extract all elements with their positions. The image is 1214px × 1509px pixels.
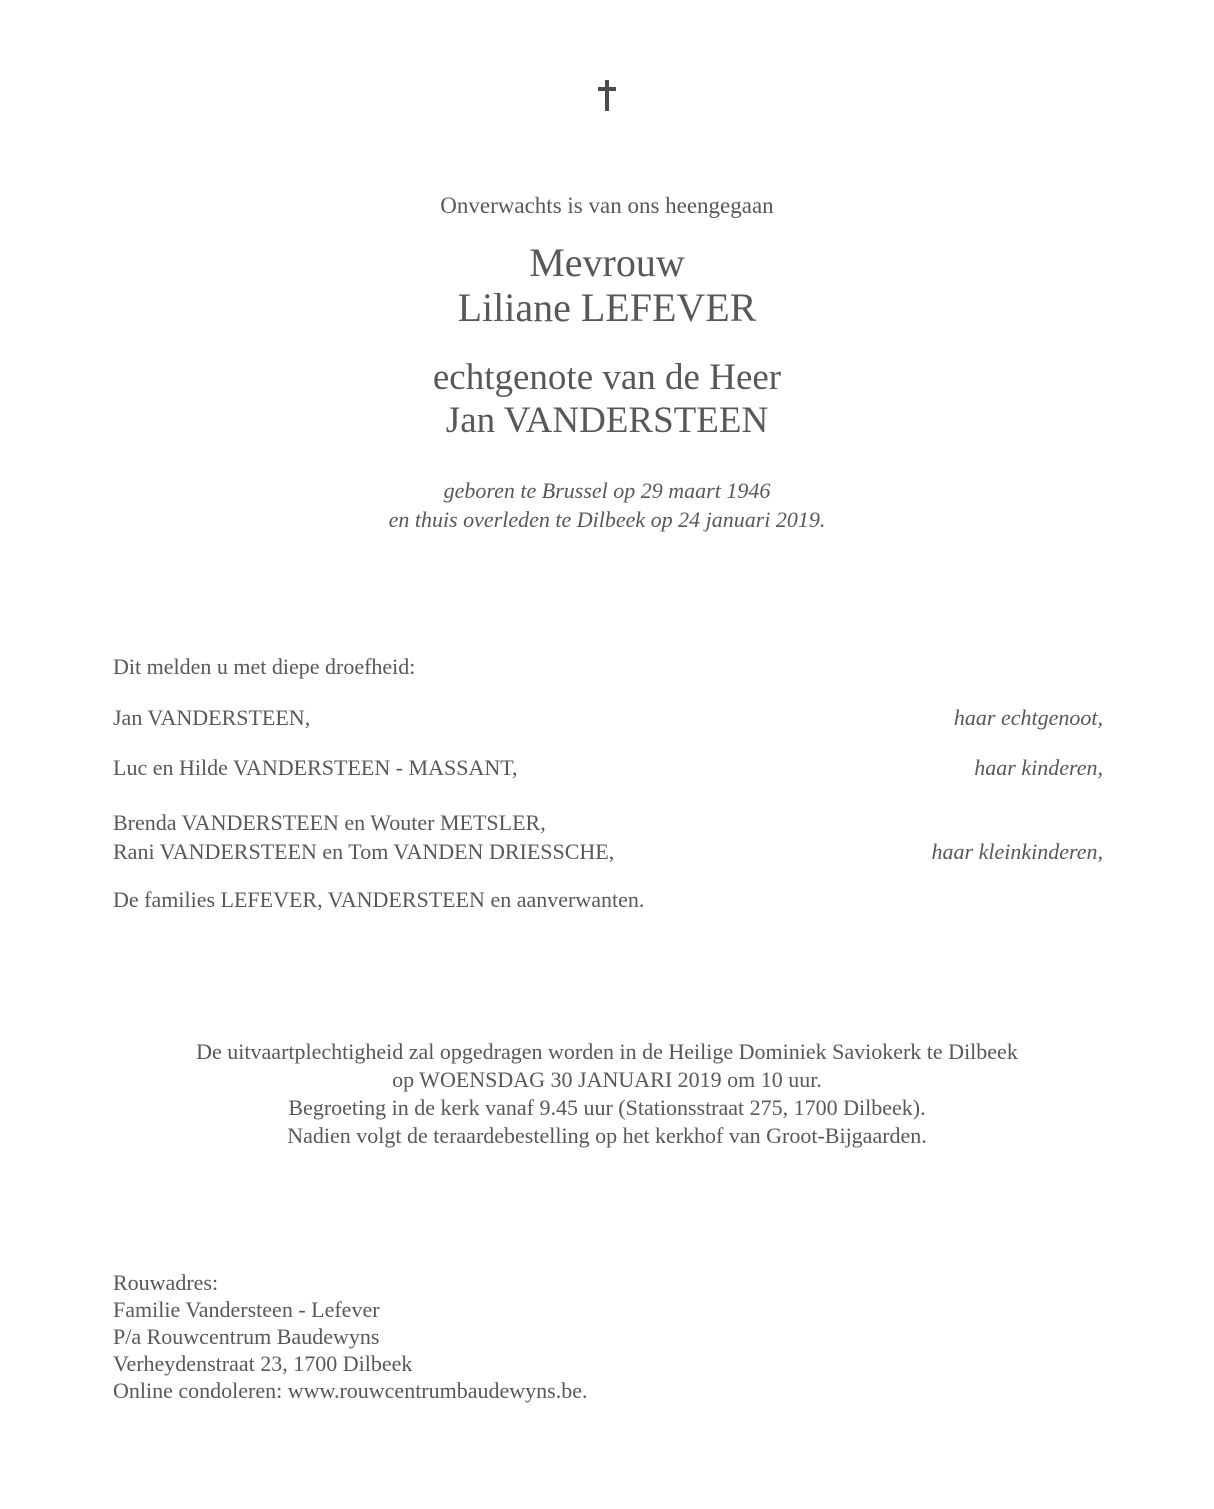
ceremony-block bbox=[0, 1038, 1214, 1150]
deceased-name-block bbox=[0, 240, 1214, 330]
address-line: Verheydenstraat 23, 1700 Dilbeek bbox=[113, 1351, 413, 1376]
deceased-name: Liliane LEFEVER bbox=[457, 285, 757, 330]
relation-label: haar kleinkinderen, bbox=[931, 839, 1103, 864]
address-line: P/a Rouwcentrum Baudewyns bbox=[113, 1324, 380, 1349]
family-name-line: De families LEFEVER, VANDERSTEEN en aanverwanten. bbox=[113, 887, 645, 912]
family-entry-children bbox=[113, 753, 1103, 782]
family-entry-grandchildren bbox=[113, 808, 1103, 866]
family-entry-husband bbox=[113, 703, 1103, 732]
ceremony-line: Nadien volgt de teraardebestelling op het kerkhof van Groot-Bijgaarden. bbox=[287, 1123, 927, 1148]
birth-line: geboren te Brussel op 29 maart 1946 bbox=[443, 478, 771, 503]
spouse-name: Jan VANDERSTEEN bbox=[445, 400, 769, 441]
ceremony-line: Begroeting in de kerk vanaf 9.45 uur (Stationsstraat 275, 1700 Dilbeek). bbox=[288, 1095, 926, 1120]
family-name-line: Brenda VANDERSTEEN en Wouter METSLER, bbox=[113, 810, 546, 835]
cross-icon bbox=[0, 80, 1214, 114]
family-intro-line: Dit melden u met diepe droefheid: bbox=[113, 654, 416, 679]
deceased-title: Mevrouw bbox=[529, 240, 685, 285]
family-entry-names bbox=[113, 703, 310, 732]
family-entry-families bbox=[113, 885, 1103, 914]
address-line condolence-url: Online condoleren: www.rouwcentrumbaudewyns.be. bbox=[113, 1378, 588, 1403]
announcement-line: Onverwachts is van ons heengegaan bbox=[440, 193, 774, 218]
cross-horizontal-bar bbox=[598, 87, 616, 91]
spouse-relation-line: echtgenote van de Heer bbox=[432, 357, 782, 398]
dates-block bbox=[0, 476, 1214, 534]
family-name-line: Rani VANDERSTEEN en Tom VANDEN DRIESSCHE, bbox=[113, 839, 615, 864]
family-entry-names bbox=[113, 808, 614, 866]
family-name-line: Jan VANDERSTEEN, bbox=[113, 705, 311, 730]
relation-label: haar echtgenoot, bbox=[953, 705, 1103, 730]
ceremony-line: op WOENSDAG 30 JANUARI 2019 om 10 uur. bbox=[392, 1067, 822, 1092]
ceremony-line: De uitvaartplechtigheid zal opgedragen worden in de Heilige Dominiek Saviokerk te Dilbeek bbox=[196, 1039, 1018, 1064]
family-name-line: Luc en Hilde VANDERSTEEN - MASSANT, bbox=[113, 755, 518, 780]
address-line: Familie Vandersteen - Lefever bbox=[113, 1297, 380, 1322]
death-line: en thuis overleden te Dilbeek op 24 januari 2019. bbox=[388, 507, 826, 532]
family-entry-names bbox=[113, 753, 518, 782]
address-label: Rouwadres: bbox=[113, 1270, 219, 1295]
spouse-block bbox=[0, 356, 1214, 442]
cross-vertical-bar bbox=[605, 80, 609, 111]
family-entry-names bbox=[113, 885, 644, 914]
mourning-address-block bbox=[113, 1269, 588, 1404]
relation-label: haar kinderen, bbox=[974, 755, 1103, 780]
